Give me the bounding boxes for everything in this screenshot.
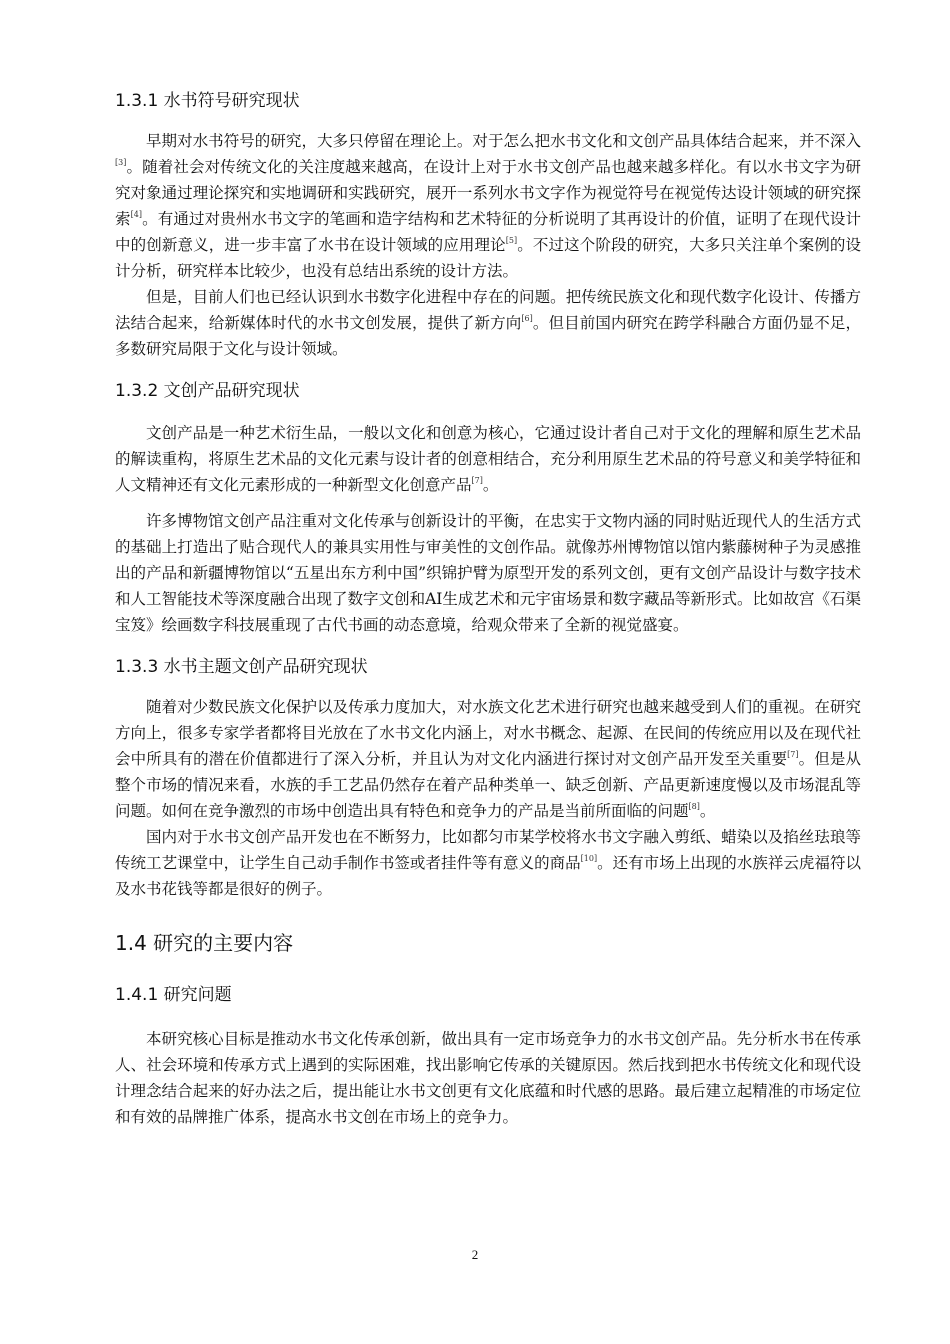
section-heading-1-3-3: 1.3.3 水书主题文创产品研究现状 <box>115 657 368 677</box>
paragraph-text: 但是，目前人们也已经认识到水书数字化进程中存在的问题。把传统民族文化和现代数字化设计、传播方法结合起来，给新媒体时代的水书文创发展，提供了新方向 <box>115 288 861 332</box>
paragraph-text: 许多博物馆文创产品注重对文化传承与创新设计的平衡，在忠实于文物内涵的同时贴近现代人的生活方式的基础上打造出了贴合现代人的兼具实用性与审美性的文创作品。就像苏州博物馆以馆内紫藤树种子为灵感推出的产品和新疆博物馆以“五星出东方利中国”织锦护臂为原型开发的系列文创，更有文创产品设计与数字技术和人工智能技术等深度融合出现了数字文创和AI生成艺术和元宇宙场景和数字藏品等新形式。比如故宫《石渠宝笈》绘画数字科技展重现了古代书画的动态意境，给观众带来了全新的视觉盛宴。 <box>115 512 861 634</box>
body-paragraph <box>115 508 861 638</box>
paragraph-text: 文创产品是一种艺术衍生品，一般以文化和创意为核心，它通过设计者自己对于文化的理解和原生艺术品的解读重构，将原生艺术品的文化元素与设计者的创意相结合，充分利用原生艺术品的符号意义和美学特征和人文精神还有文化元素形成的一种新型文化创意产品 <box>115 424 861 494</box>
citation-reference: [5] <box>505 236 518 245</box>
section-heading-1-3-1: 1.3.1 水书符号研究现状 <box>115 91 300 111</box>
body-paragraph <box>115 284 861 362</box>
paragraph-text: 早期对水书符号的研究，大多只停留在理论上。对于怎么把水书文化和文创产品具体结合起来，并不深入 <box>146 132 861 150</box>
paragraph-text: 。随着社会对传统文化的关注度越来越高，在设计上对于水书文创产品也越来越多样化。有以水书文字为研究对象通过理论探究和实地调研和实践研究，展开一系列水书文字作为视觉符号在视觉传达设计领域的研究探索 <box>115 158 861 228</box>
citation-reference: [4] <box>130 210 142 219</box>
paragraph-text: 本研究核心目标是推动水书文化传承创新，做出具有一定市场竞争力的水书文创产品。先分析水书在传承人、社会环境和传承方式上遇到的实际困难，找出影响它传承的关键原因。然后找到把水书传统文化和现代设计理念结合起来的好办法之后，提出能让水书文创更有文化底蕴和时代感的思路。最后建立起精准的市场定位和有效的品牌推广体系，提高水书文创在市场上的竞争力。 <box>115 1030 861 1126</box>
citation-reference: [7] <box>787 750 799 759</box>
body-paragraph <box>115 128 861 284</box>
section-body-1-4-1 <box>115 1026 861 1130</box>
page-number: 2 <box>471 1247 479 1262</box>
citation-reference: [6] <box>521 314 533 323</box>
body-paragraph <box>115 1026 861 1130</box>
paragraph-text: 。有通过对贵州水书文字的笔画和造字结构和艺术特征的分析说明了其再设计的价值，证明了在现代设计中的创新意义，进一步丰富了水书在设计领域的应用理论 <box>115 210 861 254</box>
body-paragraph <box>115 420 861 498</box>
paragraph-text: 。但是从整个市场的情况来看，水族的手工艺品仍然存在着产品种类单一、缺乏创新、产品更新速度慢以及市场混乱等问题。如何在竞争激烈的市场中创造出具有特色和竞争力的产品是当前所面临的问题 <box>115 750 861 820</box>
body-paragraph <box>115 824 861 902</box>
section-heading-1-4-1: 1.4.1 研究问题 <box>115 985 232 1005</box>
chapter-heading-1-4: 1.4 研究的主要内容 <box>115 931 294 955</box>
page-content <box>115 88 861 1130</box>
paragraph-text: 随着对少数民族文化保护以及传承力度加大，对水族文化艺术进行研究也越来越受到人们的重视。在研究方向上，很多专家学者都将目光放在了水书文化内涵上，对水书概念、起源、在民间的传统应用以及在现代社会中所具有的潜在价值都进行了深入分析，并且认为对文化内涵进行探讨对文创产品开发至关重要 <box>115 698 861 768</box>
body-paragraph <box>115 694 861 824</box>
paragraph-text: 。不过这个阶段的研究，大多只关注单个案例的设计分析，研究样本比较少，也没有总结出系统的设计方法。 <box>115 236 861 280</box>
paragraph-text: 。但目前国内研究在跨学科融合方面仍显不足，多数研究局限于文化与设计领域。 <box>115 314 861 358</box>
citation-reference: [7] <box>471 476 483 485</box>
section-body-1-3-3 <box>115 694 861 902</box>
section-body-1-3-2 <box>115 420 861 638</box>
paragraph-text: 。 <box>699 802 716 820</box>
citation-reference: [3] <box>115 158 127 167</box>
paragraph-text: 国内对于水书文创产品开发也在不断努力，比如都匀市某学校将水书文字融入剪纸、蜡染以及掐丝珐琅等传统工艺课堂中，让学生自己动手制作书签或者挂件等有意义的商品 <box>115 828 861 872</box>
citation-reference: [10] <box>580 854 598 863</box>
citation-reference: [8] <box>688 802 700 811</box>
section-body-1-3-1 <box>115 128 861 362</box>
paragraph-text: 。 <box>482 476 499 494</box>
paragraph-text: 。还有市场上出现的水族祥云虎福符以及水书花钱等都是很好的例子。 <box>115 854 861 898</box>
section-heading-1-3-2: 1.3.2 文创产品研究现状 <box>115 381 300 401</box>
